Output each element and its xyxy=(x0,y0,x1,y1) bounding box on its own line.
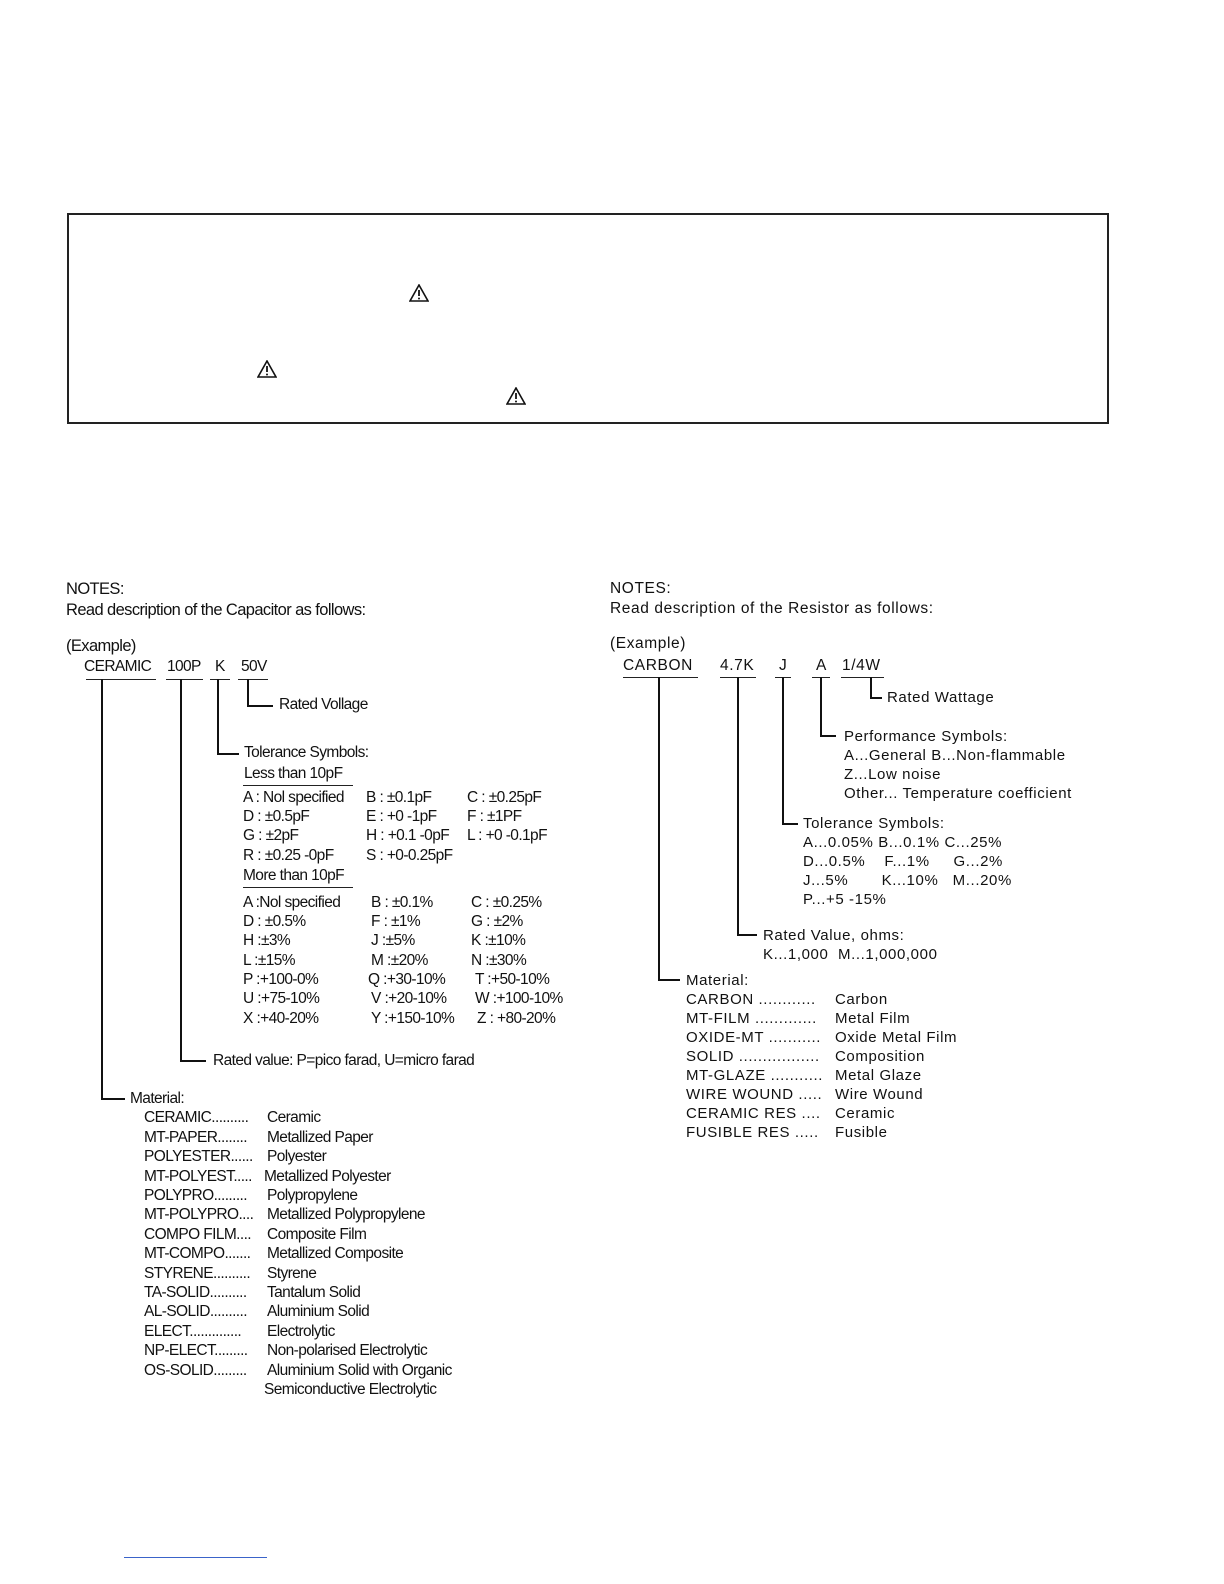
material-desc: Aluminium Solid with Organic xyxy=(267,1362,452,1379)
table-cell: B : ±0.1pF xyxy=(366,789,432,806)
capacitor-intro: Read description of the Capacitor as follows: xyxy=(66,601,366,619)
performance-line: Other... Temperature coefficient xyxy=(844,785,1072,802)
material-code: FUSIBLE RES ..... xyxy=(686,1124,819,1141)
table-cell: N :±30% xyxy=(471,952,527,969)
leader-line xyxy=(820,677,822,737)
material-code: OS-SOLID......... xyxy=(144,1362,247,1379)
footer-link-underline[interactable] xyxy=(124,1557,267,1558)
material-code: CERAMIC RES .... xyxy=(686,1105,821,1122)
material-desc: Fusible xyxy=(835,1124,888,1141)
tolerance-label: Tolerance Symbols: xyxy=(803,815,945,832)
table-cell: L :±15% xyxy=(243,952,295,969)
material-desc: Ceramic xyxy=(267,1109,321,1126)
material-desc: Metallized Polypropylene xyxy=(267,1206,425,1223)
material-code: POLYESTER...... xyxy=(144,1148,253,1165)
material-code: POLYPRO......... xyxy=(144,1187,247,1204)
table-cell: Y :+150-10% xyxy=(371,1010,455,1027)
underline xyxy=(243,785,353,786)
material-label: Material: xyxy=(130,1090,185,1107)
material-code: STYRENE.......... xyxy=(144,1265,251,1282)
table-cell: G : ±2pF xyxy=(243,827,299,844)
table-cell: E : +0 -1pF xyxy=(366,808,437,825)
material-desc: Metallized Polyester xyxy=(264,1168,391,1185)
leader-line xyxy=(737,934,757,936)
table-cell: Z : +80-20% xyxy=(477,1010,556,1027)
example-material: CARBON xyxy=(623,657,693,674)
table-cell: P :+100-0% xyxy=(243,971,319,988)
material-code: TA-SOLID.......... xyxy=(144,1284,247,1301)
leader-line xyxy=(101,1098,125,1100)
table-cell: A : Nol specified xyxy=(243,789,344,806)
material-desc: Non-polarised Electrolytic xyxy=(267,1342,428,1359)
leader-line xyxy=(180,1060,206,1062)
table-cell: J :±5% xyxy=(371,932,415,949)
material-code: ELECT.............. xyxy=(144,1323,242,1340)
material-code: MT-POLYEST..... xyxy=(144,1168,252,1185)
material-desc: Semiconductive Electrolytic xyxy=(264,1381,437,1398)
example-label: (Example) xyxy=(66,637,136,655)
leader-line xyxy=(217,679,219,755)
material-desc: Oxide Metal Film xyxy=(835,1029,958,1046)
table-cell: H : +0.1 -0pF xyxy=(366,827,450,844)
material-desc: Styrene xyxy=(267,1265,317,1282)
material-label: Material: xyxy=(686,972,749,989)
table-cell: F : ±1% xyxy=(371,913,421,930)
example-material: CERAMIC xyxy=(84,658,152,675)
leader-line xyxy=(658,979,680,981)
table-cell: G : ±2% xyxy=(471,913,523,930)
underline xyxy=(86,679,156,680)
material-code: MT-FILM ............. xyxy=(686,1010,817,1027)
table-cell: R : ±0.25 -0pF xyxy=(243,847,334,864)
leader-line xyxy=(247,705,273,707)
material-code: WIRE WOUND ..... xyxy=(686,1086,823,1103)
leader-line xyxy=(782,823,798,825)
material-desc: Carbon xyxy=(835,991,888,1008)
example-wattage: 1/4W xyxy=(842,657,881,674)
example-value: 100P xyxy=(167,658,201,675)
leader-line xyxy=(101,679,103,1100)
leader-line xyxy=(217,753,239,755)
underline xyxy=(623,677,698,678)
material-desc: Tantalum Solid xyxy=(267,1284,361,1301)
rated-value-label: Rated value: P=pico farad, U=micro farad xyxy=(213,1052,475,1069)
table-cell: V :+20-10% xyxy=(371,990,447,1007)
material-desc: Composite Film xyxy=(267,1226,367,1243)
material-desc: Wire Wound xyxy=(835,1086,924,1103)
underline xyxy=(238,679,268,680)
material-desc: Composition xyxy=(835,1048,925,1065)
rated-wattage-label: Rated Wattage xyxy=(887,689,995,706)
resistor-intro: Read description of the Resistor as follows: xyxy=(610,600,934,617)
table-cell: C : ±0.25% xyxy=(471,894,542,911)
material-desc: Metal Glaze xyxy=(835,1067,922,1084)
underline xyxy=(210,679,230,680)
example-label: (Example) xyxy=(610,635,687,652)
material-desc: Metallized Composite xyxy=(267,1245,404,1262)
material-code: CARBON ............ xyxy=(686,991,816,1008)
leader-line xyxy=(658,677,660,981)
material-code: MT-COMPO....... xyxy=(144,1245,251,1262)
leader-line xyxy=(247,679,249,707)
tolerance-line: J...5% K...10% M...20% xyxy=(803,872,1012,889)
table-cell: H :±3% xyxy=(243,932,291,949)
material-desc: Ceramic xyxy=(835,1105,896,1122)
rated-value-line: K...1,000 M...1,000,000 xyxy=(763,946,938,963)
tolerance-line: P...+5 -15% xyxy=(803,891,887,908)
table-cell: Q :+30-10% xyxy=(368,971,446,988)
table-cell: T :+50-10% xyxy=(475,971,550,988)
table-cell: D : ±0.5pF xyxy=(243,808,310,825)
example-value: 4.7K xyxy=(720,657,755,674)
material-code: MT-PAPER........ xyxy=(144,1129,247,1146)
leader-line xyxy=(782,677,784,825)
leader-line xyxy=(870,677,872,699)
table-cell: K :±10% xyxy=(471,932,526,949)
material-code: COMPO FILM.... xyxy=(144,1226,251,1243)
tolerance-line: A...0.05% B...0.1% C...25% xyxy=(803,834,1003,851)
example-tolerance: J xyxy=(779,657,788,674)
material-code: AL-SOLID.......... xyxy=(144,1303,247,1320)
warning-triangle-icon xyxy=(409,284,429,302)
performance-line: Z...Low noise xyxy=(844,766,942,783)
performance-line: A...General B...Non-flammable xyxy=(844,747,1066,764)
example-performance: A xyxy=(816,657,827,674)
table-cell: L : +0 -0.1pF xyxy=(467,827,547,844)
warning-triangle-icon xyxy=(506,387,526,405)
material-desc: Polyester xyxy=(267,1148,327,1165)
notes-label: NOTES: xyxy=(66,580,124,598)
leader-line xyxy=(180,679,182,1062)
material-code: OXIDE-MT ........... xyxy=(686,1029,822,1046)
table-cell: W :+100-10% xyxy=(475,990,563,1007)
leader-line xyxy=(870,697,882,699)
tolerance-line: D...0.5% F...1% G...2% xyxy=(803,853,1003,870)
tolerance-label: Tolerance Symbols: xyxy=(244,744,369,761)
material-code: SOLID ................. xyxy=(686,1048,820,1065)
table-cell: D : ±0.5% xyxy=(243,913,306,930)
table-cell: C : ±0.25pF xyxy=(467,789,542,806)
table-cell: B : ±0.1% xyxy=(371,894,433,911)
material-desc: Metallized Paper xyxy=(267,1129,373,1146)
performance-label: Performance Symbols: xyxy=(844,728,1008,745)
underline xyxy=(166,679,203,680)
less-than-label: Less than 10pF xyxy=(244,765,343,782)
warning-triangle-icon xyxy=(257,360,277,378)
material-code: MT-POLYPRO.... xyxy=(144,1206,254,1223)
rated-value-label: Rated Value, ohms: xyxy=(763,927,905,944)
material-desc: Aluminium Solid xyxy=(267,1303,370,1320)
example-tolerance: K xyxy=(215,658,225,675)
rated-voltage-label: Rated Vollage xyxy=(279,696,368,713)
material-desc: Polypropylene xyxy=(267,1187,358,1204)
leader-line xyxy=(820,735,836,737)
material-code: CERAMIC.......... xyxy=(144,1109,249,1126)
underline xyxy=(841,677,884,678)
more-than-label: More than 10pF xyxy=(243,867,345,884)
table-cell: A :Nol specified xyxy=(243,894,341,911)
table-cell: F : ±1PF xyxy=(467,808,522,825)
leader-line xyxy=(737,677,739,936)
material-desc: Metal Film xyxy=(835,1010,911,1027)
example-voltage: 50V xyxy=(241,658,267,675)
safety-notice-box xyxy=(67,213,1109,424)
notes-label: NOTES: xyxy=(610,580,672,597)
table-cell: M :±20% xyxy=(371,952,428,969)
underline xyxy=(243,887,353,888)
table-cell: S : +0-0.25pF xyxy=(366,847,453,864)
material-code: MT-GLAZE ........... xyxy=(686,1067,824,1084)
material-desc: Electrolytic xyxy=(267,1323,335,1340)
table-cell: U :+75-10% xyxy=(243,990,320,1007)
material-code: NP-ELECT......... xyxy=(144,1342,248,1359)
table-cell: X :+40-20% xyxy=(243,1010,319,1027)
